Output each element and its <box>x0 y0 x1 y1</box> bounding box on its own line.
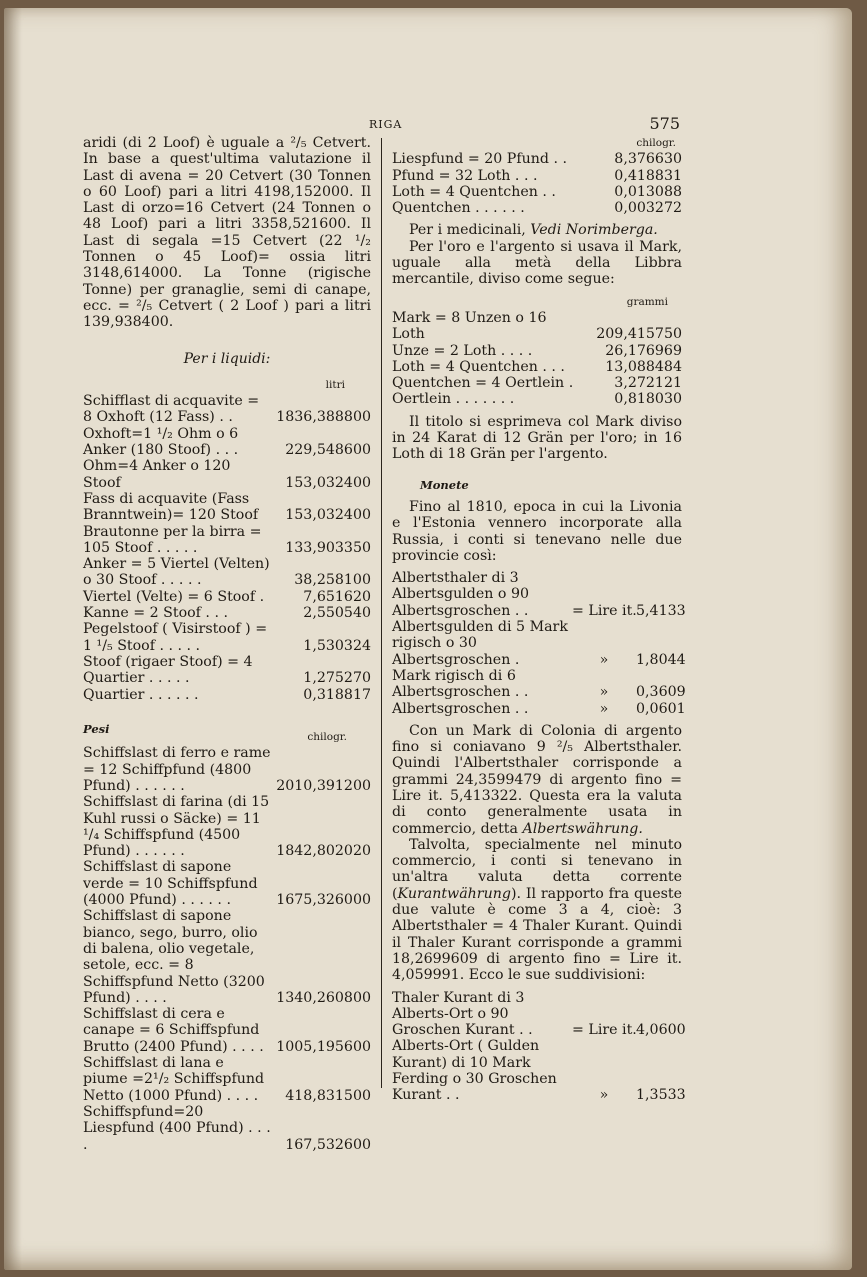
table-row <box>83 458 371 491</box>
weights-unit: chilogr. <box>636 137 676 149</box>
page-header <box>84 114 684 136</box>
row-value: 3,272121 <box>614 375 682 392</box>
row-mark: = Lire it. <box>572 602 637 619</box>
row-value: 0,418831 <box>614 167 682 184</box>
row-mark: » <box>599 1087 609 1104</box>
liquidi-table <box>83 393 371 703</box>
row-label: Albertsgroschen . . <box>392 700 529 717</box>
page-number: 575 <box>649 114 680 133</box>
table-row <box>392 667 686 701</box>
page-gutter-shadow <box>4 8 22 1270</box>
row-value: 1340,260800 <box>276 989 371 1006</box>
row-value: 7,651620 <box>303 588 371 605</box>
table-row <box>83 654 371 687</box>
table-row <box>392 619 686 668</box>
liquidi-unit: litri <box>325 378 345 391</box>
row-label: Thaler Kurant di 3 Alberts-Ort o 90 Groschen Kurant . . <box>392 989 533 1039</box>
gold-unit: grammi <box>626 295 668 308</box>
row-value: 26,176969 <box>605 342 682 359</box>
liquidi-heading: Per i liquidi: <box>183 350 271 367</box>
row-mark: » <box>599 684 609 701</box>
row-mark: = Lire it. <box>572 1022 637 1039</box>
row-label: Oertlein . . . . . . . <box>392 391 515 408</box>
table-row <box>392 310 682 343</box>
column-divider <box>381 138 382 1088</box>
row-label: Liespfund = 20 Pfund . . <box>392 151 567 168</box>
row-value: 8,376630 <box>614 151 682 168</box>
table-row <box>83 491 371 524</box>
colonia-text: Con un Mark di Colonia di argento fino si coniavano 9 ²/₅ Albertsthaler. Quindi l'Albertsthaler corrisponde a grammi 24,3599479 di argento fino = Lire it. 5,413322. Questa era la valuta di conto generalmente usata in commercio, detta <box>392 722 682 837</box>
row-label: Mark rigisch di 6 Albertsgroschen . . <box>392 667 529 701</box>
table-row <box>83 621 371 654</box>
table-row <box>83 393 371 426</box>
row-value: 4,0600 <box>636 1022 686 1039</box>
row-value: 2,550540 <box>303 605 371 622</box>
table-row <box>83 687 371 703</box>
weights-table <box>392 151 682 216</box>
left-column <box>83 135 371 1153</box>
gold-table <box>392 310 682 408</box>
row-label: Quentchen = 4 Oertlein . <box>392 375 574 392</box>
table-row <box>83 589 371 605</box>
table-row <box>83 556 371 589</box>
table-row <box>392 168 682 184</box>
row-value: 209,415750 <box>596 326 682 343</box>
monete-heading: Monete <box>420 477 469 492</box>
row-label: Loth = 4 Quentchen . . <box>392 183 556 200</box>
row-value: 167,532600 <box>285 1136 371 1153</box>
row-value: 0,0601 <box>636 700 686 717</box>
colonia-paragraph <box>392 723 682 837</box>
pesi-table <box>83 745 371 1152</box>
row-value: 38,258100 <box>294 572 371 589</box>
table-row <box>392 343 682 359</box>
row-value: 0,3609 <box>636 684 686 701</box>
row-value: 133,903350 <box>285 539 371 556</box>
titolo-paragraph: Il titolo si esprimeva col Mark diviso in 24 Karat di 12 Grän per l'oro; in 16 Loth di 18 Grän per l'argento. <box>392 413 682 463</box>
row-label: Albertsthaler di 3 Albertsgulden o 90 Albertsgroschen . . <box>392 570 530 619</box>
pesi-heading: Pesi <box>83 721 110 736</box>
table-row <box>392 989 686 1039</box>
table-row <box>83 1006 371 1055</box>
monete-intro: Fino al 1810, epoca in cui la Livonia e l'Estonia vennero incorporate alla Russia, i conti si tenevano nelle due provincie così: <box>392 498 682 564</box>
table-row <box>83 524 371 557</box>
row-label: Quartier . . . . . . <box>83 686 199 703</box>
row-value: 229,548600 <box>285 442 371 459</box>
row-value: 0,013088 <box>614 183 682 200</box>
talvolta-text-a: Talvolta, specialmente nel minuto commercio, i conti si tenevano in un'altra valuta detta corrente ( <box>392 836 682 902</box>
row-label: Viertel (Velte) = 6 Stoof . <box>83 588 265 605</box>
row-label: Schiffslast di sapone verde = 10 Schiffspfund (4000 Pfund) . . . . . . <box>83 859 258 909</box>
row-value: 418,831500 <box>285 1087 371 1104</box>
table-row <box>83 1104 371 1153</box>
medicinali-paragraph <box>392 222 682 238</box>
row-label: Anker = 5 Viertel (Velten) o 30 Stoof . . . . . <box>83 556 270 589</box>
table-row <box>392 375 682 391</box>
row-mark: » <box>599 651 609 668</box>
table-row <box>83 908 371 1006</box>
row-label: Quentchen . . . . . . <box>392 200 525 217</box>
row-label: Schiffspfund=20 Liespfund (400 Pfund) . . . . <box>83 1103 271 1153</box>
row-value: 5,4133 <box>636 602 686 619</box>
row-value: 153,032400 <box>285 507 371 524</box>
row-label: Schiffslast di lana e piume =2¹/₂ Schiffspfund Netto (1000 Pfund) . . . . <box>83 1055 265 1104</box>
row-value: 1675,326000 <box>276 892 371 909</box>
row-label: Unze = 2 Loth . . . . <box>392 342 533 359</box>
table-row <box>83 426 371 459</box>
table-row <box>392 391 682 407</box>
row-label: Fass di acquavite (Fass Branntwein)= 120 Stoof <box>83 490 259 524</box>
row-label: Loth = 4 Quentchen . . . <box>392 358 565 375</box>
coins-table-1 <box>392 570 686 717</box>
row-label: Schiffslast di farina (di 15 Kuhl russi o Säcke) = 11 ¹/₄ Schiffspfund (4500 Pfund) . . . . . . <box>83 794 270 860</box>
running-title: RIGA <box>369 118 403 131</box>
row-value: 1,8044 <box>636 651 686 668</box>
medicinali-ref: Vedi Norimberga. <box>530 222 658 239</box>
row-label: Pegelstoof ( Visirstoof ) = 1 ¹/₅ Stoof . . . . . <box>83 621 268 654</box>
row-label: Oxhoft=1 ¹/₂ Ohm o 6 Anker (180 Stoof) . . . <box>83 425 239 459</box>
coins-table-2 <box>392 989 686 1104</box>
row-label: Ohm=4 Anker o 120 Stoof <box>83 458 231 491</box>
pesi-unit: chilogr. <box>307 731 347 744</box>
table-row <box>392 200 682 216</box>
row-value: 1005,195600 <box>276 1038 371 1055</box>
row-value: 1842,802020 <box>276 843 371 860</box>
table-row <box>83 794 371 859</box>
row-value: 0,818030 <box>614 391 682 408</box>
table-row <box>392 1038 686 1104</box>
row-mark: » <box>599 700 609 717</box>
gold-paragraph: Per l'oro e l'argento si usava il Mark, uguale alla metà della Libbra mercantile, diviso come segue: <box>392 238 682 288</box>
row-value: 0,003272 <box>614 200 682 217</box>
table-row <box>392 151 682 167</box>
row-value: 1836,388800 <box>276 409 371 426</box>
medicinali-text: Per i medicinali, <box>409 222 526 239</box>
talvolta-text-b: ). Il rapporto fra queste due valute è come 3 a 4, cioè: 3 Albertsthaler = 4 Thaler Kurant. Quindi il Thaler Kurant corrisponde a grammi 18,2699609 di argento fino = Lire it. 4,059991. Ecco le sue suddivisioni: <box>392 885 682 984</box>
row-value: 1,275270 <box>303 670 371 687</box>
row-label: Schifflast di acquavite = 8 Oxhoft (12 Fass) . . <box>83 393 260 426</box>
table-row <box>392 359 682 375</box>
row-value: 13,088484 <box>605 358 682 375</box>
intro-paragraph: aridi (di 2 Loof) è uguale a ²/₅ Cetvert. In base a quest'ultima valutazione il Last di avena = 20 Cetvert (30 Tonnen o 60 Loof) pari a litri 4198,152000. Il Last di orzo=16 Cetvert (24 Tonnen o 48 Loof) pari a litri 3358,521600. Il Last di segala =15 Cetvert (22 ¹/₂ Tonnen o 45 Loof)= ossia litri 3148,614000. La Tonne (rigische Tonne) per granaglie, semi di canape, ecc. = ²/₅ Cetvert ( 2 Loof ) pari a litri 139,938400. <box>83 135 371 331</box>
talvolta-paragraph <box>392 837 682 984</box>
table-row <box>83 859 371 908</box>
table-row <box>83 745 371 794</box>
row-label: Mark = 8 Unzen o 16 Loth <box>392 309 547 343</box>
table-row <box>83 605 371 621</box>
row-label: Brautonne per la birra = 105 Stoof . . . . . <box>83 523 262 556</box>
row-label: Schiffslast di cera e canape = 6 Schiffspfund Brutto (2400 Pfund) . . . . <box>83 1006 264 1055</box>
row-label: Pfund = 32 Loth . . . <box>392 167 538 184</box>
talvolta-term: Kurantwährung <box>397 885 511 902</box>
row-value: 2010,391200 <box>276 777 371 794</box>
row-value: 153,032400 <box>285 474 371 491</box>
row-label: Alberts-Ort ( Gulden Kurant) di 10 Mark Ferding o 30 Groschen Kurant . . <box>392 1038 557 1104</box>
row-value: 1,530324 <box>303 637 371 654</box>
row-value: 0,318817 <box>303 686 371 703</box>
row-label: Kanne = 2 Stoof . . . <box>83 605 228 622</box>
row-label: Albertsgulden di 5 Mark rigisch o 30 Albertsgroschen . <box>392 619 568 668</box>
right-column <box>392 135 686 1104</box>
table-row <box>83 1055 371 1104</box>
row-label: Schiffslast di sapone bianco, sego, burro, olio di balena, olio vegetale, setole, ecc. = 8 Schiffspfund Netto (3200 Pfund) . . . . <box>83 908 265 1006</box>
row-label: Schiffslast di ferro e rame = 12 Schiffpfund (4800 Pfund) . . . . . . <box>83 745 271 794</box>
row-value: 1,3533 <box>636 1087 686 1104</box>
colonia-term: Albertswährung. <box>522 820 643 837</box>
row-label: Stoof (rigaer Stoof) = 4 Quartier . . . . . <box>83 653 253 687</box>
table-row <box>392 700 686 717</box>
table-row <box>392 184 682 200</box>
table-row <box>392 570 686 619</box>
